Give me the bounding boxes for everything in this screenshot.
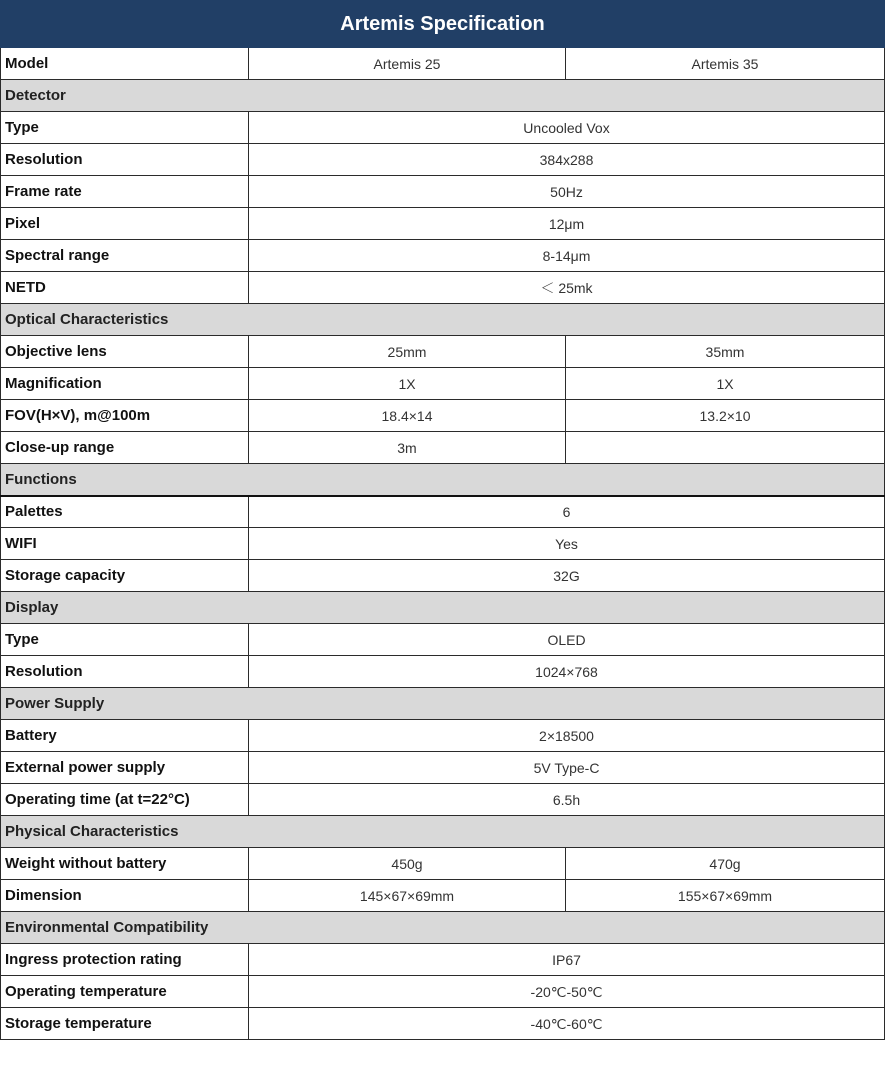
table-row (1, 1008, 885, 1040)
table-title: Artemis Specification (1, 1, 885, 48)
spec-label: Storage capacity (1, 560, 249, 592)
section-header: Optical Characteristics (1, 304, 885, 336)
model-artemis-25: Artemis 25 (249, 48, 566, 80)
spec-value: 1024×768 (249, 656, 885, 688)
spec-label: Battery (1, 720, 249, 752)
spec-value-artemis-35: 470g (566, 848, 885, 880)
section-row-optical-characteristics (1, 304, 885, 336)
spec-value: 32G (249, 560, 885, 592)
section-header: Power Supply (1, 688, 885, 720)
spec-label: Frame rate (1, 176, 249, 208)
table-row (1, 848, 885, 880)
section-row-display (1, 592, 885, 624)
table-row (1, 208, 885, 240)
spec-label: Resolution (1, 656, 249, 688)
spec-value-artemis-35: 35mm (566, 336, 885, 368)
spec-label: Palettes (1, 496, 249, 528)
table-row (1, 656, 885, 688)
table-row (1, 336, 885, 368)
table-row (1, 144, 885, 176)
spec-label: Type (1, 624, 249, 656)
spec-value-artemis-35: 155×67×69mm (566, 880, 885, 912)
spec-label: Type (1, 112, 249, 144)
table-row (1, 528, 885, 560)
section-header: Physical Characteristics (1, 816, 885, 848)
spec-label: Magnification (1, 368, 249, 400)
spec-value: OLED (249, 624, 885, 656)
section-header: Detector (1, 80, 885, 112)
spec-value-artemis-35 (566, 432, 885, 464)
section-header: Display (1, 592, 885, 624)
spec-value: Yes (249, 528, 885, 560)
table-row (1, 944, 885, 976)
model-row (1, 48, 885, 80)
spec-value-artemis-25: 145×67×69mm (249, 880, 566, 912)
section-row-detector (1, 80, 885, 112)
spec-label: Objective lens (1, 336, 249, 368)
spec-value: -20℃-50℃ (249, 976, 885, 1008)
spec-value: 8-14μm (249, 240, 885, 272)
spec-value-artemis-25: 3m (249, 432, 566, 464)
table-row (1, 272, 885, 304)
spec-value-artemis-25: 1X (249, 368, 566, 400)
spec-value: 5V Type-C (249, 752, 885, 784)
table-row (1, 368, 885, 400)
spec-value: -40℃-60℃ (249, 1008, 885, 1040)
section-header: Functions (1, 464, 885, 496)
section-header: Environmental Compatibility (1, 912, 885, 944)
table-row (1, 624, 885, 656)
section-row-environmental-compatibility (1, 912, 885, 944)
spec-value-artemis-25: 18.4×14 (249, 400, 566, 432)
spec-label: WIFI (1, 528, 249, 560)
section-row-physical-characteristics (1, 816, 885, 848)
spec-label: Operating time (at t=22°C) (1, 784, 249, 816)
model-artemis-35: Artemis 35 (566, 48, 885, 80)
spec-label: External power supply (1, 752, 249, 784)
spec-value: 6 (249, 496, 885, 528)
spec-value-artemis-25: 25mm (249, 336, 566, 368)
spec-value: 2×18500 (249, 720, 885, 752)
spec-label: Storage temperature (1, 1008, 249, 1040)
section-row-power-supply (1, 688, 885, 720)
table-row (1, 880, 885, 912)
spec-label: Pixel (1, 208, 249, 240)
table-row (1, 400, 885, 432)
spec-value-artemis-35: 13.2×10 (566, 400, 885, 432)
table-row (1, 176, 885, 208)
table-row (1, 240, 885, 272)
spec-label: Ingress protection rating (1, 944, 249, 976)
table-row (1, 112, 885, 144)
spec-label: Close-up range (1, 432, 249, 464)
spec-label: Weight without battery (1, 848, 249, 880)
spec-value: 6.5h (249, 784, 885, 816)
spec-value: 50Hz (249, 176, 885, 208)
spec-value-artemis-25: 450g (249, 848, 566, 880)
table-row (1, 720, 885, 752)
spec-label: Resolution (1, 144, 249, 176)
spec-value: ＜ 25mk (249, 272, 885, 304)
table-row (1, 976, 885, 1008)
spec-value: 12μm (249, 208, 885, 240)
spec-value: IP67 (249, 944, 885, 976)
spec-label: Dimension (1, 880, 249, 912)
spec-label: Operating temperature (1, 976, 249, 1008)
table-row (1, 752, 885, 784)
spec-value: Uncooled Vox (249, 112, 885, 144)
specification-table-body (1, 1, 885, 1040)
table-row (1, 432, 885, 464)
table-row (1, 560, 885, 592)
title-row (1, 1, 885, 48)
spec-label: NETD (1, 272, 249, 304)
table-row (1, 784, 885, 816)
spec-value: 384x288 (249, 144, 885, 176)
spec-value-artemis-35: 1X (566, 368, 885, 400)
spec-label: FOV(H×V), m@100m (1, 400, 249, 432)
section-row-functions (1, 464, 885, 496)
model-label: Model (1, 48, 249, 80)
table-row (1, 496, 885, 528)
spec-label: Spectral range (1, 240, 249, 272)
